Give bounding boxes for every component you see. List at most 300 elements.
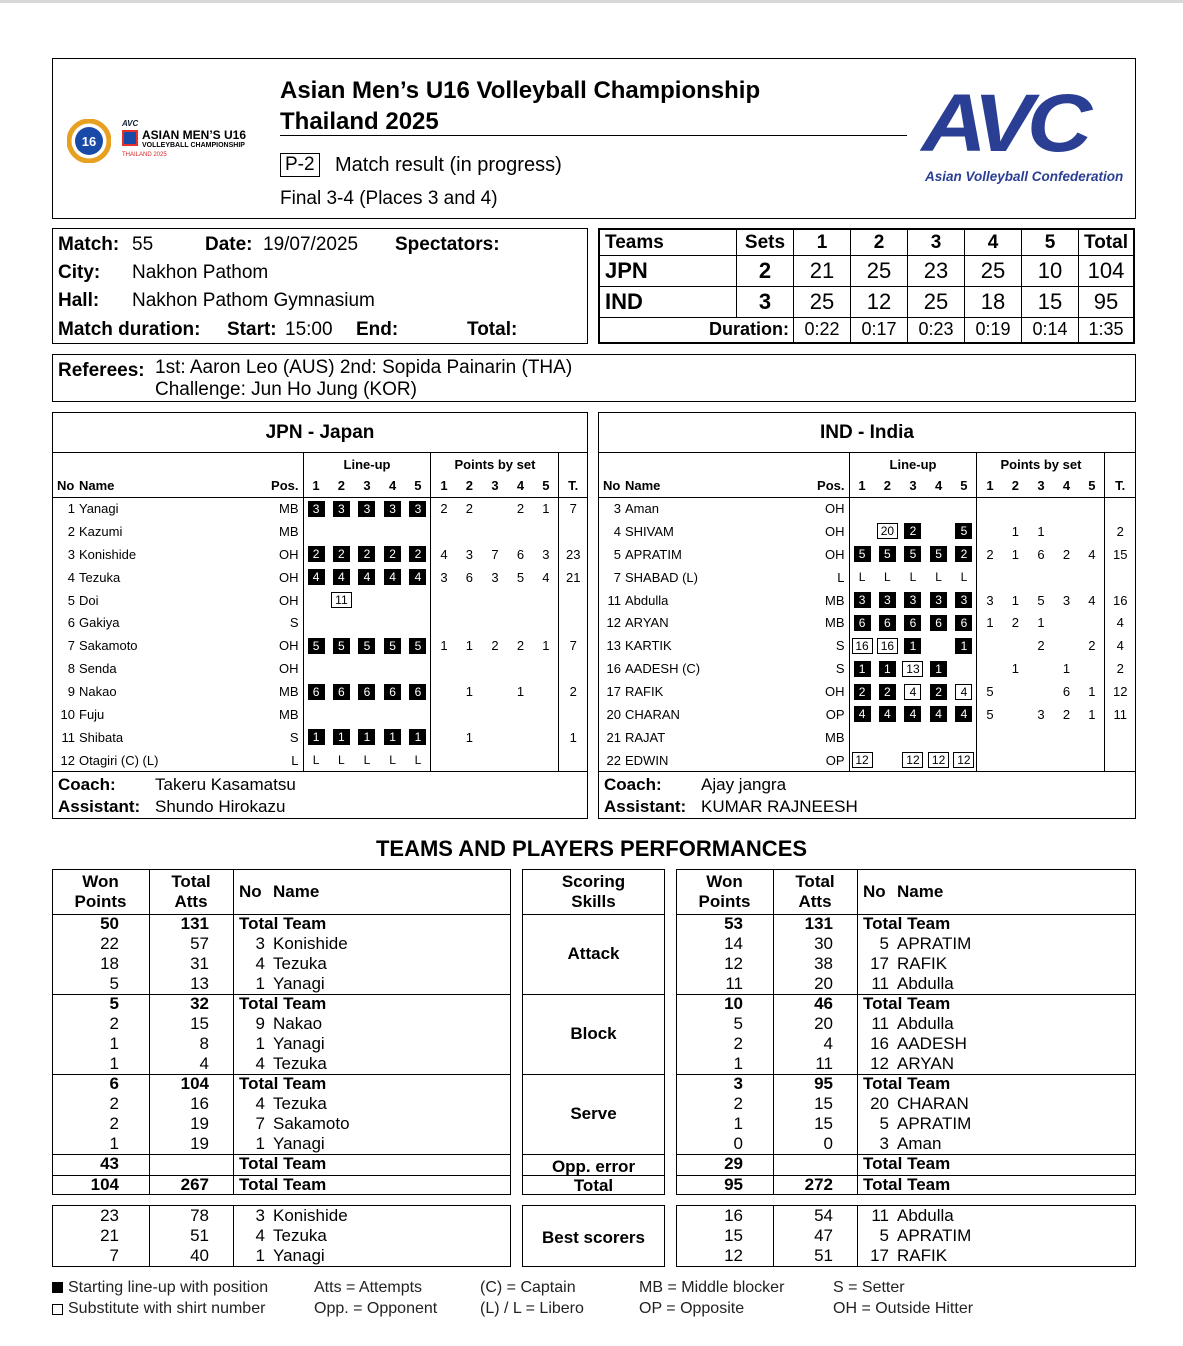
- libero-mark: L: [935, 570, 942, 585]
- attempts: 95: [814, 1074, 833, 1093]
- libero-mark: L: [363, 753, 371, 768]
- ind-assistant: KUMAR RAJNEESH: [701, 797, 858, 816]
- libero-mark: L: [414, 753, 422, 768]
- player-total: [1105, 566, 1135, 589]
- player-row: [599, 566, 1135, 589]
- starter-position-badge: 5: [904, 546, 921, 562]
- set-points: 1: [465, 684, 473, 700]
- starter-position-badge: 5: [879, 546, 896, 562]
- score-header-cell: Total: [1079, 230, 1134, 256]
- score-row-jpn: [600, 256, 1134, 287]
- set-points: [482, 680, 508, 703]
- starter-position-badge: 4: [384, 569, 401, 585]
- player-name: Aman: [897, 1134, 942, 1153]
- player-position: OH: [805, 543, 849, 566]
- set-col-header: 5: [533, 475, 559, 497]
- referees-box: [52, 354, 1136, 402]
- set-points: 1: [1011, 546, 1019, 562]
- player-position: L: [259, 749, 303, 772]
- player-name: Yanagi: [273, 1246, 325, 1265]
- attempts: 15: [814, 1114, 833, 1133]
- player-row: [53, 634, 587, 657]
- no-header: No: [863, 882, 886, 901]
- attempts: 15: [190, 1014, 209, 1033]
- set-points: [533, 749, 559, 772]
- won-points: 43: [100, 1154, 119, 1173]
- total-col-header: T.: [559, 475, 587, 497]
- starter-position-badge: 6: [384, 684, 401, 700]
- player-position: MB: [259, 703, 303, 726]
- performances-title: TEAMS AND PLAYERS PERFORMANCES: [375, 836, 808, 861]
- attempts: 19: [190, 1134, 209, 1153]
- substitute-square-icon: [52, 1304, 63, 1315]
- score-header-cell: 5: [1022, 230, 1079, 256]
- starter-position-badge: 4: [854, 706, 871, 722]
- total-col-header: T.: [1105, 475, 1135, 497]
- set-col-header: 3: [354, 475, 380, 497]
- substitute-badge: 16: [877, 638, 898, 654]
- attempts: 78: [190, 1206, 209, 1225]
- set-points: [482, 749, 508, 772]
- starter-position-badge: 1: [930, 661, 947, 677]
- player-row: [599, 611, 1135, 634]
- substitute-badge: 4: [955, 684, 972, 700]
- player-name: Aman: [625, 501, 659, 517]
- roster-column-header: [599, 475, 1135, 497]
- set-points: [1003, 703, 1029, 726]
- ind-coach: Ajay jangra: [701, 775, 787, 794]
- starter-position-badge: 3: [955, 592, 972, 608]
- set-points: [431, 749, 457, 772]
- total-duration: 1:35: [1079, 317, 1134, 342]
- player-row: [599, 634, 1135, 657]
- player-position: MB: [805, 611, 849, 634]
- team-total-label: Total Team: [863, 1175, 951, 1194]
- attempts: 46: [814, 994, 833, 1013]
- points-by-set-header: Points by set: [431, 453, 559, 475]
- starter-position-badge: 5: [854, 546, 871, 562]
- set-points: [482, 520, 508, 543]
- player-number: 1: [67, 501, 75, 517]
- referees-label: Referees:: [58, 360, 145, 381]
- set-points: 2: [1037, 638, 1045, 654]
- won-points: 95: [724, 1175, 743, 1194]
- set-points: [431, 726, 457, 749]
- roster-column-header: [53, 475, 587, 497]
- player-number: 5: [613, 546, 621, 562]
- libero-mark: L: [960, 570, 968, 585]
- set-points: [508, 703, 534, 726]
- won-points: 50: [100, 914, 119, 933]
- attempts: 272: [804, 1175, 833, 1194]
- set-points: [482, 497, 508, 520]
- player-name: Nakao: [79, 684, 117, 700]
- starter-position-badge: 2: [854, 684, 871, 700]
- score-table: [598, 228, 1135, 344]
- legend-setter: S = Setter: [833, 1279, 905, 1296]
- player-total: [1105, 497, 1135, 520]
- set-points: 1: [1062, 661, 1071, 677]
- hall-label: Hall:: [58, 290, 100, 311]
- set-points: [457, 703, 483, 726]
- starter-position-badge: 4: [904, 706, 921, 722]
- starter-position-badge: 6: [333, 684, 350, 700]
- attempts: 267: [180, 1175, 209, 1194]
- libero-mark: L: [909, 570, 917, 585]
- set-points: 5: [516, 569, 525, 585]
- player-position: S: [259, 726, 303, 749]
- set-points: 1: [1037, 523, 1045, 539]
- player-position: OP: [805, 749, 849, 772]
- player-number: 4: [255, 1054, 265, 1073]
- skills-row-rule: [522, 1074, 665, 1075]
- city-value: Nakhon Pathom: [132, 262, 269, 283]
- no-header: No: [239, 882, 262, 901]
- player-position: OH: [805, 680, 849, 703]
- set-score: 25: [908, 287, 965, 318]
- set-points: [431, 703, 457, 726]
- set-points: 2: [1011, 615, 1019, 631]
- jpn-assistant: Shundo Hirokazu: [155, 797, 286, 816]
- atts-header: Atts: [174, 892, 208, 911]
- player-number: 13: [606, 638, 621, 654]
- set-points: 1: [516, 684, 525, 700]
- player-position: MB: [805, 726, 849, 749]
- player-name: RAFIK: [625, 684, 664, 700]
- player-name: Abdulla: [897, 1014, 954, 1033]
- set-points: [431, 520, 457, 543]
- libero-mark: L: [858, 570, 866, 585]
- won-points: 1: [109, 1134, 119, 1153]
- total-label: Total:: [467, 319, 518, 340]
- player-position: OH: [259, 634, 303, 657]
- total-header: Total: [795, 872, 835, 891]
- team-total-label: Total Team: [239, 1154, 327, 1173]
- player-row: [599, 703, 1135, 726]
- player-name: Yanagi: [79, 501, 119, 517]
- starter-position-badge: 6: [358, 684, 375, 700]
- player-name: Yanagi: [273, 974, 325, 993]
- attempts: 0: [823, 1134, 833, 1153]
- team-total-label: Total Team: [239, 1074, 327, 1093]
- match-label: Match:: [58, 234, 120, 255]
- won-points: 0: [733, 1134, 743, 1153]
- set-col-header: 3: [900, 475, 926, 497]
- pos-header: Pos.: [805, 475, 849, 497]
- attempts: 19: [190, 1114, 209, 1133]
- total-points: 95: [1079, 287, 1134, 318]
- player-position: OH: [259, 657, 303, 680]
- player-total: 12: [1112, 684, 1128, 700]
- set-points: 1: [1037, 615, 1045, 631]
- starter-position-badge: 6: [409, 684, 426, 700]
- attempts: 20: [814, 1014, 833, 1033]
- player-name: Tezuka: [273, 1054, 327, 1073]
- player-name: RAFIK: [897, 954, 948, 973]
- player-name: Tezuka: [273, 1226, 327, 1245]
- won-points: 11: [725, 974, 743, 993]
- starter-position-badge: 1: [358, 729, 375, 745]
- starter-position-badge: 3: [879, 592, 896, 608]
- player-row: [599, 680, 1135, 703]
- set-points: 2: [516, 638, 525, 654]
- scoring-header: Scoring: [561, 872, 626, 891]
- set-col-header: 2: [875, 475, 901, 497]
- won-points: 1: [109, 1034, 119, 1053]
- starter-position-badge: 5: [930, 546, 947, 562]
- starter-position-badge: 2: [904, 523, 921, 539]
- team-code: IND: [600, 287, 737, 318]
- substitute-badge: 16: [852, 638, 873, 654]
- set-points: [1003, 566, 1029, 589]
- set-points: [1054, 634, 1080, 657]
- set-points: 4: [1079, 543, 1105, 566]
- score-header-cell: 2: [851, 230, 908, 256]
- starter-position-badge: 2: [930, 684, 947, 700]
- attempts: 40: [190, 1246, 209, 1265]
- player-number: 11: [607, 592, 621, 608]
- no-header: No: [599, 475, 625, 497]
- player-total: 23: [565, 546, 581, 562]
- player-position: L: [805, 566, 849, 589]
- legend-oh: OH = Outside Hitter: [833, 1300, 974, 1317]
- player-row: [53, 749, 587, 772]
- event-logo-text: ASIAN MEN’S U16: [142, 128, 247, 142]
- player-number: 17: [870, 954, 889, 973]
- player-position: S: [805, 634, 849, 657]
- set-points: 4: [533, 566, 559, 589]
- points-by-set-header: Points by set: [977, 453, 1105, 475]
- starter-position-badge: 2: [879, 684, 896, 700]
- starter-position-badge: 4: [358, 569, 375, 585]
- set-col-header: 5: [405, 475, 431, 497]
- referees-line1: 1st: Aaron Leo (AUS) 2nd: Sopida Painarin (THA): [155, 357, 573, 378]
- won-points: 14: [724, 934, 743, 953]
- player-number: 16: [606, 661, 621, 677]
- points-header: Points: [698, 892, 751, 911]
- player-number: 5: [879, 1114, 889, 1133]
- starter-position-badge: 4: [308, 569, 325, 585]
- starter-position-badge: 6: [904, 615, 921, 631]
- set-points: 3: [986, 592, 994, 608]
- roster-jpn-rule: [53, 771, 587, 772]
- set-points: 2: [465, 501, 473, 517]
- starter-position-badge: 5: [308, 638, 325, 654]
- roster-ind-rule: [599, 771, 1135, 772]
- atts-header: Atts: [798, 892, 832, 911]
- starter-position-badge: 1: [904, 638, 921, 654]
- starter-position-badge: 3: [854, 592, 871, 608]
- set-points: 1: [1011, 523, 1019, 539]
- set-score: 12: [851, 287, 908, 318]
- jpn-coach-label: Coach:: [58, 775, 116, 794]
- won-points: 16: [724, 1206, 743, 1225]
- set-points: 5: [986, 706, 994, 722]
- set-points: 6: [465, 569, 473, 585]
- player-name: AADESH (C): [625, 661, 701, 677]
- hall-value: Nakhon Pathom Gymnasium: [132, 290, 375, 311]
- set-points: [533, 680, 559, 703]
- attempts: 8: [199, 1034, 209, 1053]
- player-name: RAFIK: [897, 1246, 948, 1265]
- skill-label: Serve: [570, 1104, 617, 1123]
- player-name: SHABAD (L): [625, 569, 698, 585]
- set-duration: 0:23: [908, 317, 965, 342]
- skill-label: Attack: [567, 944, 620, 963]
- set-points: [431, 680, 457, 703]
- set-points: 2: [440, 501, 448, 517]
- player-row: [599, 726, 1135, 749]
- team-total-label: Total Team: [239, 1175, 327, 1194]
- player-row: [599, 543, 1135, 566]
- set-points: [1028, 680, 1054, 703]
- set-points: [508, 589, 534, 612]
- set-points: 1: [465, 729, 473, 745]
- won-points: 1: [733, 1054, 743, 1073]
- set-points: [533, 589, 559, 612]
- set-points: [431, 589, 457, 612]
- player-total: [559, 657, 587, 680]
- avc-logo: [921, 78, 1124, 189]
- match-date: 19/07/2025: [263, 234, 359, 255]
- player-row: [53, 589, 587, 612]
- player-total: 2: [1116, 661, 1124, 677]
- set-points: [977, 634, 1003, 657]
- player-number: 1: [255, 1246, 265, 1265]
- set-col-header: 1: [977, 475, 1003, 497]
- won-points: 104: [90, 1175, 119, 1194]
- player-number: 5: [879, 934, 889, 953]
- player-number: 12: [60, 752, 75, 768]
- skills-header: Skills: [571, 892, 616, 911]
- player-number: 12: [606, 615, 621, 631]
- title-rule: [280, 135, 907, 136]
- player-number: 11: [871, 1206, 889, 1225]
- player-position: OH: [259, 543, 303, 566]
- player-name: Sakamoto: [79, 638, 138, 654]
- set-points: [482, 726, 508, 749]
- team-total-label: Total Team: [863, 1074, 951, 1093]
- event-logo-sub: VOLLEYBALL CHAMPIONSHIP: [142, 142, 245, 149]
- attempts: 131: [180, 914, 209, 933]
- player-name: APRATIM: [897, 934, 972, 953]
- set-points: 2: [516, 501, 525, 517]
- starter-position-badge: 1: [409, 729, 426, 745]
- duration-row: [600, 317, 1134, 342]
- player-number: 11: [871, 1014, 889, 1033]
- player-number: 7: [67, 638, 75, 654]
- set-points: 1: [986, 615, 994, 631]
- total-header: Total: [171, 872, 211, 891]
- set-col-header: 3: [1028, 475, 1054, 497]
- player-name: Abdulla: [897, 974, 954, 993]
- set-points: 6: [516, 546, 525, 562]
- set-score: 25: [965, 256, 1022, 287]
- set-score: 21: [794, 256, 851, 287]
- player-row: [53, 726, 587, 749]
- player-position: MB: [259, 520, 303, 543]
- set-col-header: 5: [951, 475, 977, 497]
- player-total: [1105, 726, 1135, 749]
- starter-position-badge: 6: [930, 615, 947, 631]
- player-number: 17: [870, 1246, 889, 1265]
- set-points: 2: [491, 638, 499, 654]
- player-number: 7: [613, 569, 621, 585]
- won-points: 29: [724, 1154, 743, 1173]
- set-points: [1079, 657, 1105, 680]
- player-total: [559, 589, 587, 612]
- legend-mb: MB = Middle blocker: [639, 1279, 785, 1296]
- starter-position-badge: 6: [955, 615, 972, 631]
- legend-substitute: Substitute with shirt number: [68, 1300, 266, 1317]
- skill-label: Opp. error: [551, 1157, 636, 1176]
- set-points: 2: [1062, 706, 1071, 722]
- player-position: MB: [805, 589, 849, 612]
- score-header-cell: Sets: [737, 230, 794, 256]
- set-points: 3: [491, 569, 499, 585]
- set-points: [1028, 566, 1054, 589]
- player-total: 1: [569, 729, 577, 745]
- player-number: 3: [67, 546, 75, 562]
- start-time: 15:00: [285, 319, 333, 340]
- roster-ind: [598, 412, 1136, 819]
- name-header: Name: [273, 882, 320, 901]
- player-number: 17: [606, 684, 621, 700]
- starter-position-badge: 5: [409, 638, 426, 654]
- set-points: [977, 749, 1003, 772]
- set-points: [1028, 749, 1054, 772]
- set-col-header: 5: [1079, 475, 1105, 497]
- set-points: [1079, 566, 1105, 589]
- starter-position-badge: 6: [879, 615, 896, 631]
- player-total: 7: [569, 501, 577, 517]
- player-name: Abdulla: [897, 1206, 954, 1225]
- set-points: [1054, 520, 1080, 543]
- won-points: 1: [109, 1054, 119, 1073]
- starter-position-badge: 3: [384, 501, 401, 517]
- set-duration: 0:17: [851, 317, 908, 342]
- starter-position-badge: 3: [409, 501, 426, 517]
- roster-group-header: [599, 453, 1135, 475]
- roster-jpn-table: [53, 453, 587, 772]
- total-points: 104: [1079, 256, 1134, 287]
- set-points: 5: [986, 684, 994, 700]
- set-col-header: 1: [431, 475, 457, 497]
- event-logo-avc: AVC: [122, 119, 139, 128]
- set-score: 25: [794, 287, 851, 318]
- starter-position-badge: 1: [854, 661, 871, 677]
- window-top-edge: [0, 0, 1183, 3]
- player-row: [53, 703, 587, 726]
- player-number: 2: [67, 523, 75, 539]
- starter-position-badge: 5: [333, 638, 350, 654]
- won-points: 22: [100, 934, 119, 953]
- player-number: 21: [606, 729, 621, 745]
- skills-row-rule: [522, 914, 665, 915]
- player-name: Tezuka: [79, 569, 121, 585]
- player-name: APRATIM: [897, 1114, 972, 1133]
- player-number: 4: [613, 523, 621, 539]
- set-points: [533, 520, 559, 543]
- player-name: Nakao: [273, 1014, 323, 1033]
- header-box: [52, 58, 1136, 219]
- player-name: ARYAN: [625, 615, 669, 631]
- player-number: 7: [255, 1114, 265, 1133]
- u16-emblem-icon: [67, 119, 111, 163]
- player-number: 6: [67, 615, 75, 631]
- attempts: 32: [190, 994, 209, 1013]
- set-points: [1003, 726, 1029, 749]
